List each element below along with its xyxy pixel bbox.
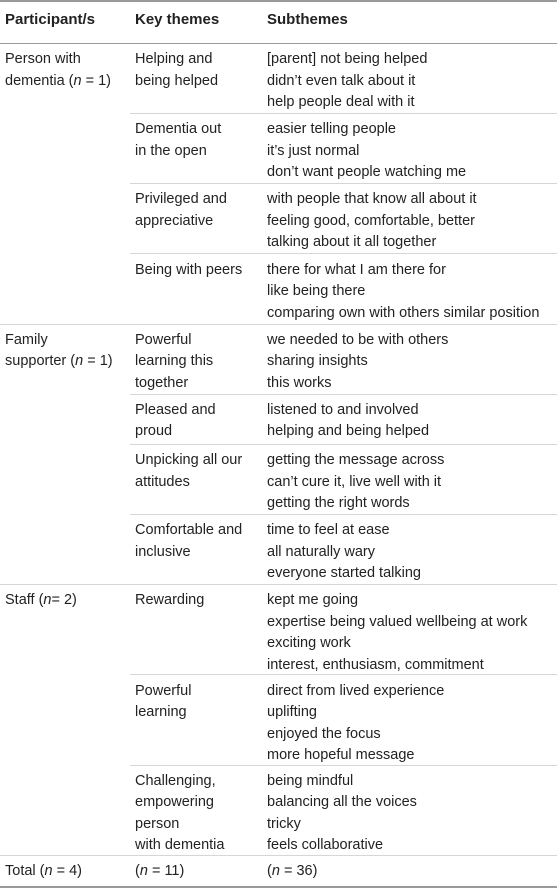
total-participants-text: Total (n = 4): [5, 862, 82, 879]
key-theme-text: in the open: [135, 142, 207, 159]
subtheme-text: help people deal with it: [267, 94, 415, 110]
subtheme-text: getting the right words: [267, 495, 410, 512]
subtheme-text: with people that know all about it: [267, 191, 477, 208]
subthemes-cell: [267, 771, 417, 857]
table-row: [0, 766, 557, 856]
key-theme-cell: [135, 450, 242, 493]
key-theme-text: Helping and: [135, 51, 213, 67]
key-theme-cell: [135, 590, 204, 612]
participant-text: supporter (n = 1): [5, 353, 113, 370]
subthemes-cell: [267, 260, 539, 325]
key-theme-text: attitudes: [135, 473, 190, 490]
participant-text: dementia (n = 1): [5, 72, 112, 89]
subtheme-text: like being there: [267, 283, 366, 299]
key-theme-text: appreciative: [135, 212, 214, 229]
subtheme-text: more hopeful message: [267, 747, 415, 763]
table-row: [0, 114, 557, 184]
key-theme-text: proud: [135, 423, 173, 440]
key-theme-text: together: [135, 374, 189, 391]
participant-cell: [5, 49, 111, 92]
subtheme-text: we needed to be with others: [267, 331, 449, 348]
subtheme-text: didn’t even talk about it: [267, 72, 416, 89]
table-row: [0, 395, 557, 445]
table-row: [0, 676, 557, 766]
subthemes-cell: [267, 330, 448, 395]
subtheme-text: interest, enthusiasm, commitment: [267, 656, 484, 673]
participant-text: Staff (n= 2): [5, 592, 77, 609]
key-theme-cell: [135, 771, 224, 857]
subtheme-text: don’t want people watching me: [267, 164, 467, 181]
table-row: [0, 585, 557, 675]
subtheme-text: this works: [267, 374, 332, 391]
subtheme-text: uplifting: [267, 704, 317, 720]
subtheme-text: feeling good, comfortable, better: [267, 212, 475, 229]
participant-text: Person with: [5, 51, 81, 67]
subtheme-text: there for what I am there for: [267, 261, 446, 278]
key-theme-cell: [135, 260, 242, 282]
subtheme-text: helping and being helped: [267, 423, 430, 440]
key-theme-text: inclusive: [135, 543, 191, 560]
n-symbol: n: [271, 862, 280, 879]
subthemes-cell: [267, 119, 466, 184]
table-top-rule: [0, 0, 557, 2]
key-theme-cell: [135, 49, 218, 92]
subtheme-text: all naturally wary: [267, 543, 375, 560]
key-theme-cell: [135, 400, 216, 443]
n-symbol: n: [73, 72, 82, 89]
subthemes-cell: [267, 681, 444, 767]
key-theme-text: Powerful: [135, 682, 192, 699]
key-theme-cell: [135, 520, 242, 563]
subthemes-cell: [267, 520, 421, 585]
n-symbol: n: [43, 592, 52, 609]
table-bottom-rule: [0, 886, 557, 888]
table-row: [0, 184, 557, 254]
total-themes-text: (n = 11): [135, 862, 185, 879]
header-participants: Participant/s: [5, 11, 96, 28]
participant-cell: [5, 590, 77, 612]
key-theme-text: person: [135, 815, 180, 832]
subtheme-text: it’s just normal: [267, 142, 360, 159]
key-theme-cell: [135, 330, 213, 395]
subtheme-text: being mindful: [267, 772, 354, 789]
total-participants: [5, 861, 82, 883]
subtheme-text: balancing all the voices: [267, 794, 417, 811]
header-subthemes: Subthemes: [267, 11, 348, 28]
subthemes-cell: [267, 590, 527, 676]
table-row: [0, 255, 557, 325]
subtheme-text: feels collaborative: [267, 837, 384, 854]
table-row: [0, 44, 557, 114]
subthemes-cell: [267, 450, 444, 515]
key-theme-cell: [135, 189, 227, 232]
key-theme-text: Dementia out: [135, 121, 222, 138]
key-theme-text: learning this: [135, 353, 214, 370]
n-symbol: n: [75, 353, 84, 370]
n-symbol: n: [139, 862, 148, 879]
subtheme-text: everyone started talking: [267, 565, 421, 582]
subtheme-text: direct from lived experience: [267, 682, 445, 699]
table-row: [0, 515, 557, 585]
n-symbol: n: [44, 862, 53, 879]
subtheme-text: enjoyed the focus: [267, 725, 381, 742]
subtheme-text: tricky: [267, 815, 301, 832]
key-theme-text: Powerful: [135, 331, 192, 348]
subtheme-text: [parent] not being helped: [267, 51, 428, 67]
subtheme-text: kept me going: [267, 592, 359, 609]
subthemes-cell: [267, 49, 427, 114]
key-theme-text: Being with peers: [135, 261, 243, 278]
table-row: [0, 445, 557, 515]
table-row: [0, 325, 557, 395]
key-theme-cell: [135, 681, 191, 724]
subtheme-text: comparing own with others similar position: [267, 304, 540, 321]
subtheme-text: easier telling people: [267, 121, 396, 138]
participant-text: Family: [5, 331, 48, 348]
subtheme-text: can’t cure it, live well with it: [267, 473, 442, 490]
subthemes-cell: [267, 400, 429, 443]
total-subthemes: [267, 861, 317, 883]
key-theme-text: learning: [135, 704, 187, 720]
key-theme-text: Comfortable and: [135, 522, 243, 539]
subtheme-text: listened to and involved: [267, 401, 419, 418]
key-theme-text: Unpicking all our: [135, 452, 243, 469]
key-theme-text: Pleased and: [135, 401, 216, 418]
key-theme-text: Challenging,: [135, 772, 216, 789]
key-theme-text: with dementia: [135, 837, 225, 854]
subtheme-text: time to feel at ease: [267, 522, 390, 539]
key-theme-text: Rewarding: [135, 592, 205, 609]
key-theme-text: empowering: [135, 794, 214, 811]
subtheme-text: exciting work: [267, 635, 351, 652]
table-row-total: [0, 856, 557, 886]
header-key-themes: Key themes: [135, 11, 220, 28]
key-theme-cell: [135, 119, 221, 162]
subtheme-text: getting the message across: [267, 452, 445, 469]
total-subthemes-text: (n = 36): [267, 862, 318, 879]
participant-cell: [5, 330, 113, 373]
key-theme-text: being helped: [135, 72, 219, 89]
key-theme-text: Privileged and: [135, 191, 227, 208]
subtheme-text: talking about it all together: [267, 234, 437, 251]
subtheme-text: sharing insights: [267, 353, 368, 370]
subthemes-cell: [267, 189, 477, 254]
total-themes: [135, 861, 184, 883]
subtheme-text: expertise being valued wellbeing at work: [267, 613, 528, 630]
